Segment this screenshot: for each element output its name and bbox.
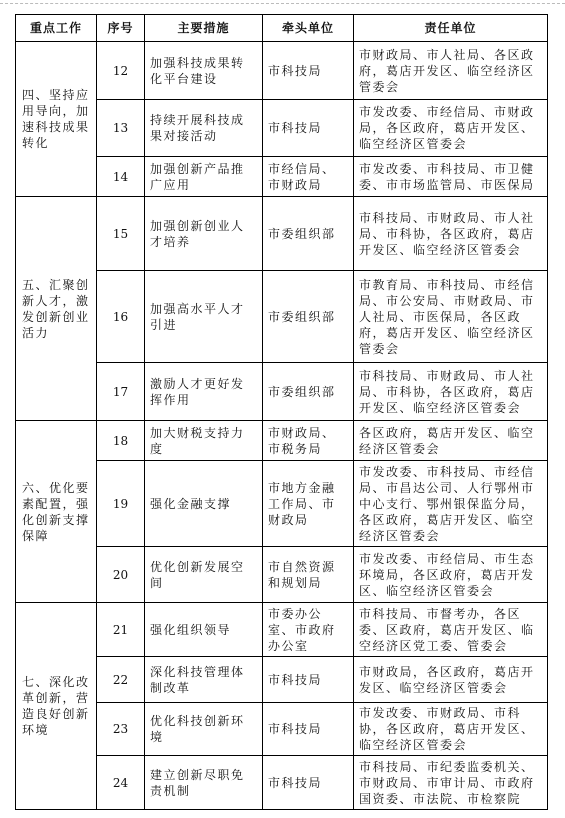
row-number: 20	[97, 547, 145, 603]
lead-unit-cell: 市财政局、市税务局	[263, 421, 354, 461]
lead-unit-cell: 市科技局	[263, 756, 354, 810]
focus-area-4: 四、坚持应用导向，加速科技成果转化	[16, 42, 97, 197]
row-number: 15	[97, 197, 145, 271]
responsible-unit-cell: 市科技局、市财政局、市人社局、市科协，各区政府，葛店开发区、临空经济区管委会	[354, 363, 548, 421]
responsible-unit-cell: 市财政局，各区政府，葛店开发区、临空经济区管委会	[354, 657, 548, 703]
responsibility-table	[15, 14, 548, 810]
measure-cell: 强化组织领导	[145, 603, 263, 657]
responsible-unit-cell: 各区政府，葛店开发区、临空经济区管委会	[354, 421, 548, 461]
measure-cell: 优化科技创新环境	[145, 703, 263, 756]
measure-cell: 持续开展科技成果对接活动	[145, 100, 263, 157]
measure-cell: 强化金融支撑	[145, 461, 263, 547]
measure-cell: 加强高水平人才引进	[145, 271, 263, 363]
header-focus: 重点工作	[16, 15, 97, 42]
focus-area-7: 七、深化改革创新，营造良好创新环境	[16, 603, 97, 810]
row-number: 16	[97, 271, 145, 363]
lead-unit-cell: 市委组织部	[263, 363, 354, 421]
table-row	[16, 197, 548, 271]
lead-unit-cell: 市科技局	[263, 42, 354, 100]
lead-unit-cell: 市科技局	[263, 703, 354, 756]
row-number: 12	[97, 42, 145, 100]
row-number: 17	[97, 363, 145, 421]
responsible-unit-cell: 市科技局、市财政局、市人社局、市科协，各区政府，葛店开发区、临空经济区管委会	[354, 197, 548, 271]
responsible-unit-cell: 市发改委、市财政局、市科协，各区政府，葛店开发区、临空经济区管委会	[354, 703, 548, 756]
responsible-unit-cell: 市发改委、市经信局、市生态环境局，各区政府，葛店开发区、临空经济区管委会	[354, 547, 548, 603]
page-top-rule	[0, 3, 565, 4]
row-number: 21	[97, 603, 145, 657]
header-lead-unit: 牵头单位	[263, 15, 354, 42]
measure-cell: 深化科技管理体制改革	[145, 657, 263, 703]
row-number: 24	[97, 756, 145, 810]
row-number: 23	[97, 703, 145, 756]
header-number: 序号	[97, 15, 145, 42]
table-row	[16, 603, 548, 657]
measure-cell: 加大财税支持力度	[145, 421, 263, 461]
lead-unit-cell: 市自然资源和规划局	[263, 547, 354, 603]
responsible-unit-cell: 市财政局、市人社局、各区政府，葛店开发区、临空经济区管委会	[354, 42, 548, 100]
lead-unit-cell: 市委组织部	[263, 197, 354, 271]
lead-unit-cell: 市科技局	[263, 100, 354, 157]
row-number: 13	[97, 100, 145, 157]
measure-cell: 激励人才更好发挥作用	[145, 363, 263, 421]
lead-unit-cell: 市经信局、市财政局	[263, 157, 354, 197]
row-number: 14	[97, 157, 145, 197]
responsible-unit-cell: 市教育局、市科技局、市经信局、市公安局、市财政局、市人社局、市医保局，各区政府，葛店开发区、临空经济区管委会	[354, 271, 548, 363]
header-measure: 主要措施	[145, 15, 263, 42]
measure-cell: 加强创新产品推广应用	[145, 157, 263, 197]
responsible-unit-cell: 市发改委、市科技局、市卫健委、市市场监管局、市医保局	[354, 157, 548, 197]
lead-unit-cell: 市委办公室、市政府办公室	[263, 603, 354, 657]
measure-cell: 建立创新尽职免责机制	[145, 756, 263, 810]
measure-cell: 优化创新发展空间	[145, 547, 263, 603]
responsible-unit-cell: 市发改委、市科技局、市经信局、市昌达公司、人行鄂州市中心支行、鄂州银保监分局，各区政府，葛店开发区、临空经济区管委会	[354, 461, 548, 547]
table-row	[16, 42, 548, 100]
row-number: 22	[97, 657, 145, 703]
focus-area-6: 六、优化要素配置，强化创新支撑保障	[16, 421, 97, 603]
measure-cell: 加强创新创业人才培养	[145, 197, 263, 271]
responsible-unit-cell: 市科技局、市督考办，各区委、区政府，葛店开发区、临空经济区党工委、管委会	[354, 603, 548, 657]
row-number: 18	[97, 421, 145, 461]
table-row	[16, 421, 548, 461]
header-responsible-unit: 责任单位	[354, 15, 548, 42]
focus-area-5: 五、汇聚创新人才，激发创新创业活力	[16, 197, 97, 421]
responsible-unit-cell: 市科技局、市纪委监委机关、市财政局、市审计局、市政府国资委、市法院、市检察院	[354, 756, 548, 810]
responsible-unit-cell: 市发改委、市经信局、市财政局，各区政府，葛店开发区、临空经济区管委会	[354, 100, 548, 157]
lead-unit-cell: 市地方金融工作局、市财政局	[263, 461, 354, 547]
measure-cell: 加强科技成果转化平台建设	[145, 42, 263, 100]
lead-unit-cell: 市委组织部	[263, 271, 354, 363]
lead-unit-cell: 市科技局	[263, 657, 354, 703]
header-row	[16, 15, 548, 42]
row-number: 19	[97, 461, 145, 547]
